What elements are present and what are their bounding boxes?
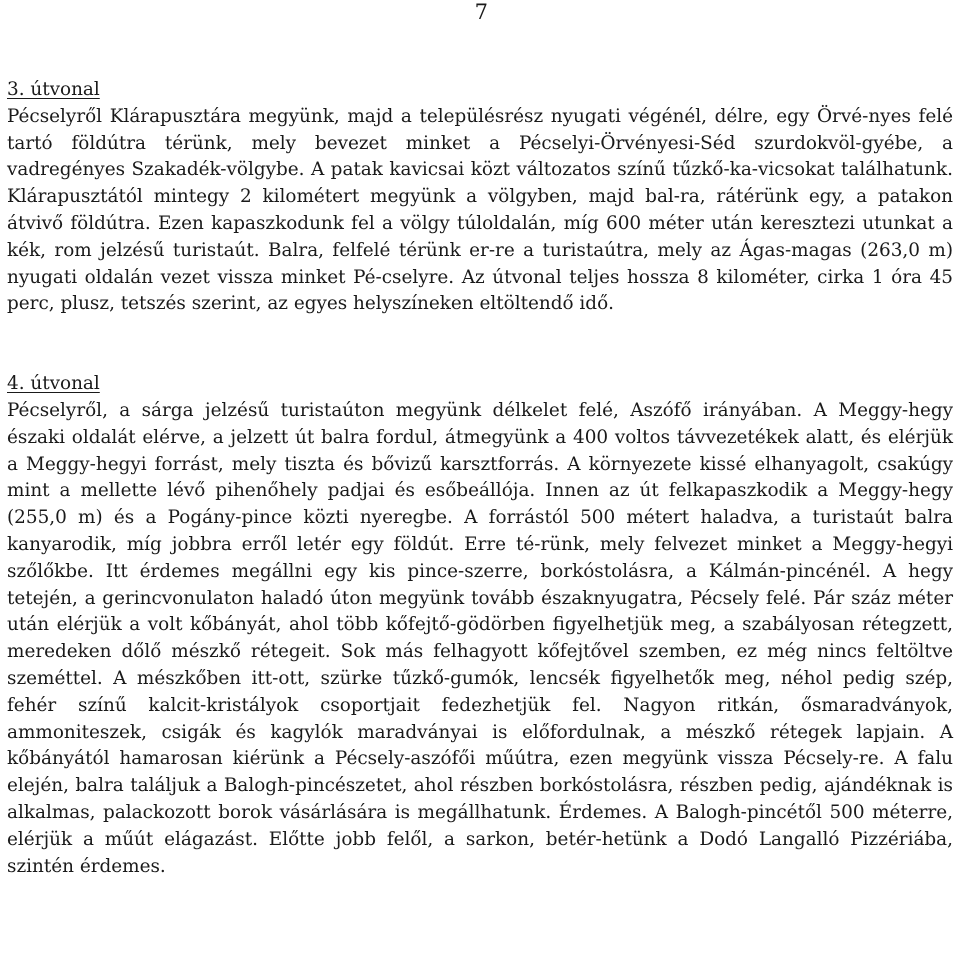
route-4-section — [7, 371, 953, 880]
section-spacer — [7, 318, 953, 371]
page-body — [7, 77, 953, 880]
route-4-title: 4. útvonal — [7, 373, 100, 395]
route-3-title: 3. útvonal — [7, 79, 100, 100]
route-3-section — [7, 77, 953, 318]
route-4-text: Pécselyről, a sárga jelzésű turistaúton megyünk délkelet felé, Aszófő irányában. A Meggy-hegy északi oldalát elérve, a jelzett út balra fordul, átmegyünk a 400 voltos távvezetékek alatt, és elérjük a Meggy-hegyi forrást, mely tiszta és bővizű karsztforrás. A környezete kissé elhanyagolt, csakúgy mint a mellette lévő pihenőhely padjai és esőbeállója. Innen az út felkapaszkodik a Meggy-hegy (255,0 m) és a Pogány-pince közti nyeregbe. A forrástól 500 métert haladva, a turistaút balra kanyarodik, míg jobbra erről letér egy földút. Erre té-rünk, mely felvezet minket a Meggy-hegyi szőlőkbe. Itt érdemes megállni egy kis pince-szerre, borkóstolásra, a Kálmán-pincénél. A hegy tetején, a gerincvonulaton haladó úton megyünk tovább északnyugatra, Pécsely felé. Pár száz méter után elérjük a volt kőbányát, ahol több kőfejtő-gödörben figyelhetjük meg, a szabályosan rétegzett, meredeken dőlő mészkő rétegeit. Sok más felhagyott kőfejtővel szemben, ez még nincs feltöltve szeméttel. A mészkőben itt-ott, szürke tűzkő-gumók, lencsék figyelhetők meg, néhol pedig szép, fehér színű kalcit-kristályok csoportjait fedezhetjük fel. Nagyon ritkán, ősmaradványok, ammoniteszek, csigák és kagylók maradványai is előfordulnak, a mészkő rétegek lapjain. A kőbányától hamarosan kiérünk a Pécsely-aszófői műútra, ezen megyünk vissza Pécsely-re. A falu elején, balra találjuk a Balogh-pincészetet, ahol részben borkóstolásra, részben pedig, ajándéknak is alkalmas, palackozott borok vásárlására is megállhatunk. Érdemes. A Balogh-pincétől 500 méterre, elérjük a műút elágazást. Előtte jobb felől, a sarkon, betér-hetünk a Dodó Langalló Pizzériába, szintén érdemes. — [7, 399, 953, 877]
route-3-text: Pécselyről Klárapusztára megyünk, majd a településrész nyugati végénél, délre, egy Örvé-nyes felé tartó földútra térünk, mely bevezet minket a Pécselyi-Örvényesi-Séd szurdokvöl-gyébe, a vadregényes Szakadék-völgybe. A patak kavicsai közt változatos színű tűzkő-ka-vicsokat találhatunk. Klárapusztától mintegy 2 kilométert megyünk a völgyben, majd bal-ra, rátérünk egy, a patakon átvivő földútra. Ezen kapaszkodunk fel a völgy túloldalán, míg 600 méter után keresztezi utunkat a kék, rom jelzésű turistaút. Balra, felfelé térünk er-re a turistaútra, mely az Ágas-magas (263,0 m) nyugati oldalán vezet vissza minket Pé-cselyre. Az útvonal teljes hossza 8 kilométer, cirka 1 óra 45 perc, plusz, tetszés szerint, az egyes helyszíneken eltöltendő idő. — [7, 105, 953, 315]
page-number: 7 — [474, 0, 488, 24]
